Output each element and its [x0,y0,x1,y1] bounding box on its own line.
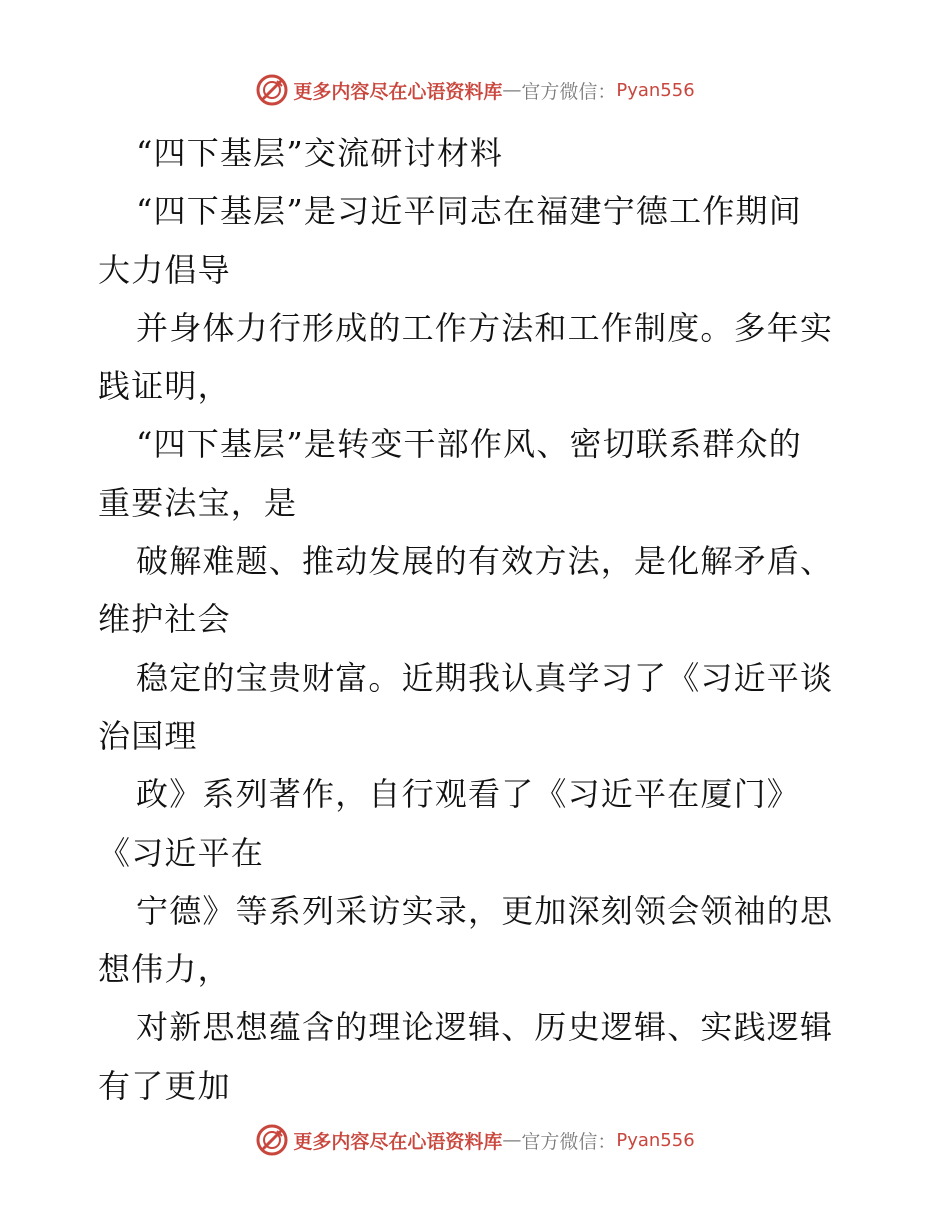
text-line: 《习近平在 [98,833,265,872]
text-line: “四下基层”是习近平同志在福建宁德工作期间 [136,192,802,231]
watermark-dash: — [502,79,522,101]
text-line: 治国理 [98,716,198,755]
text-line: 破解难题、推动发展的有效方法，是化解矛盾、 [136,542,834,581]
footer-watermark [0,1120,950,1160]
text-line: 宁德》等系列采访实录，更加深刻领会领袖的思 [136,891,834,930]
watermark-main-text: 更多内容尽在心语资料库 [293,80,503,103]
watermark-main-text: 更多内容尽在心语资料库 [293,1130,503,1153]
watermark-dash: — [502,1129,522,1151]
text-line: 有了更加 [98,1066,231,1105]
text-line: 重要法宝，是 [98,483,298,522]
watermark-wechat-id: Pyan556 [616,1129,695,1151]
text-line: “四下基层”是转变干部作风、密切联系群众的 [136,425,802,464]
watermark-label: 官方微信： [521,1130,617,1153]
text-line: 并身体力行形成的工作方法和工作制度。多年实 [136,308,834,347]
document-body [98,124,858,1115]
text-line: 政》系列著作，自行观看了《习近平在厦门》 [136,775,801,814]
watermark-label: 官方微信： [521,80,617,103]
text-line: 维护社会 [98,600,231,639]
document-title: “四下基层”交流研讨材料 [136,134,504,172]
text-line: 对新思想蕴含的理论逻辑、历史逻辑、实践逻辑 [136,1008,834,1047]
text-line: 想伟力， [98,950,231,989]
header-watermark [0,70,950,110]
text-line: 大力倡导 [98,250,231,289]
seal-logo-icon [255,73,289,107]
watermark-wechat-id: Pyan556 [616,79,695,101]
text-line: 践证明， [98,367,231,406]
seal-logo-icon [255,1123,289,1157]
text-line: 稳定的宝贵财富。近期我认真学习了《习近平谈 [136,658,834,697]
